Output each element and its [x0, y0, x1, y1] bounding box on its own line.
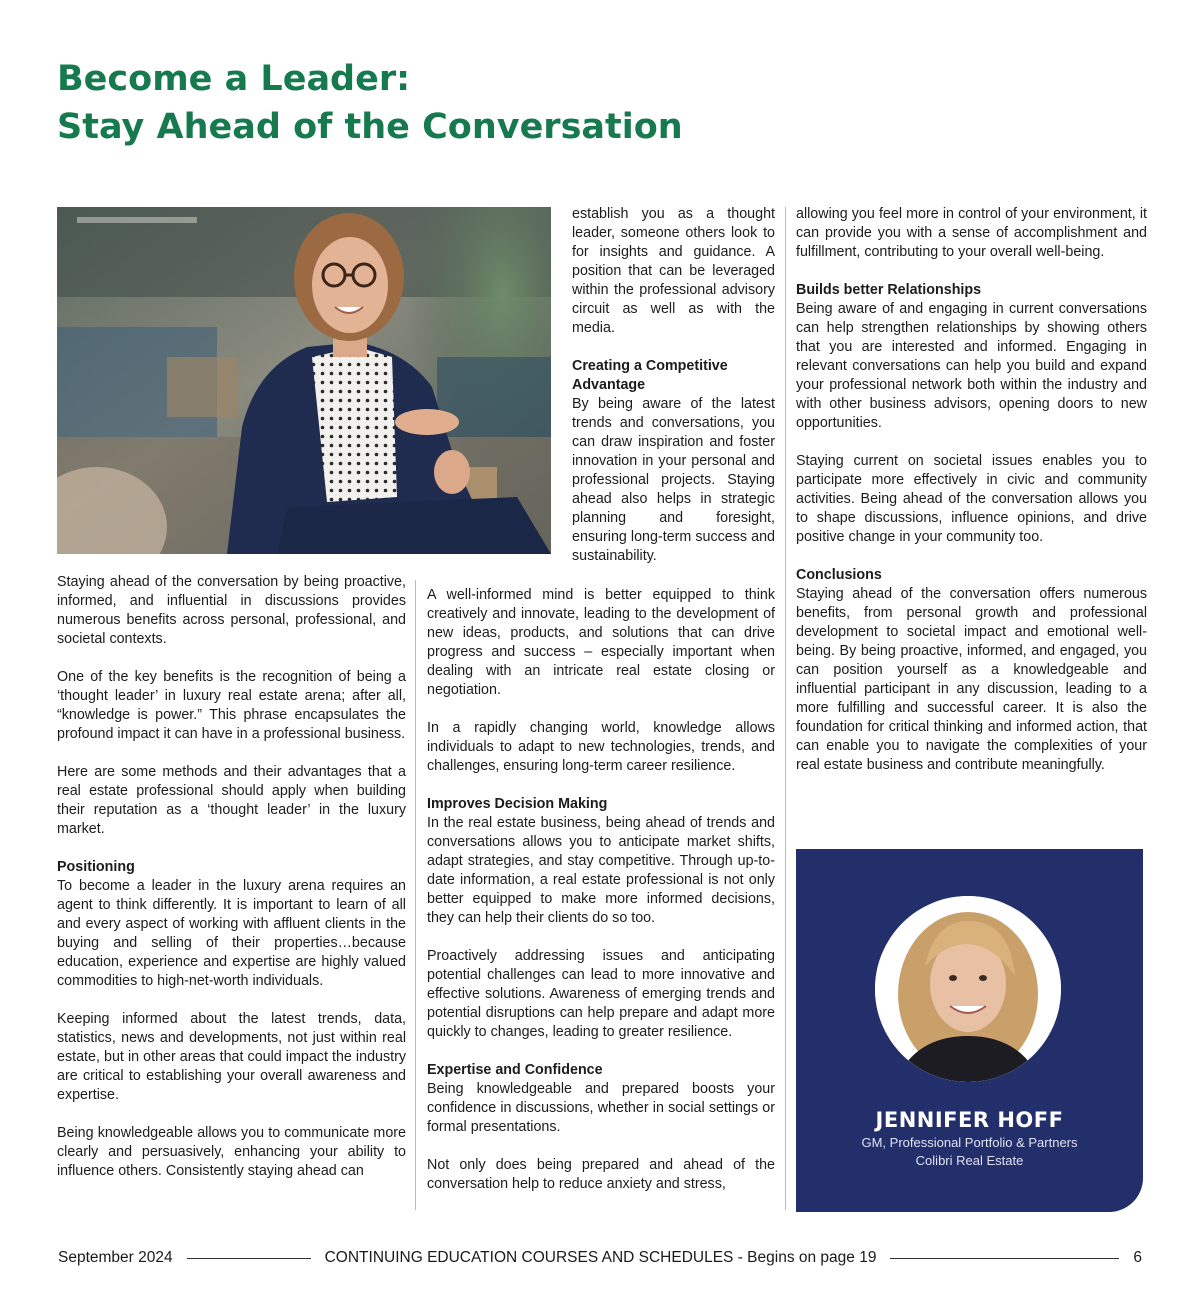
paragraph: Keeping informed about the latest trends, data, statistics, news and developments, not just within real estate, but in other areas that could impact the industry are critical to establishing your overall awareness and expertise. [57, 1011, 406, 1103]
paragraph: Staying ahead of the conversation offers numerous benefits, from personal growth and professional development to societal impact and emotional well-being. By being proactive, informed, and engaged, you can position yourself as a knowledgeable and influential participant in any discussion, leading to a more fulfilling and successful career. It is also the foundation for critical thinking and informed action, that can enable you to navigate the complexities of your real estate business and contribute meaningfully. [796, 586, 1147, 773]
column-middle-top [572, 205, 775, 566]
author-portrait [875, 896, 1061, 1082]
feature-photo [57, 207, 551, 554]
section-heading-positioning: Positioning [57, 859, 135, 875]
section-heading-competitive-advantage: Creating a Competitive Advantage [572, 358, 728, 393]
paragraph: Staying current on societal issues enables you to participate more effectively in civic and community activities. Being ahead of the conversation allows you to shape discussions, influence opinions, and drive positive change in your community too. [796, 453, 1147, 545]
title-line-1: Become a Leader: [57, 59, 411, 99]
paragraph: Staying ahead of the conversation by being proactive, informed, and influential in discussions provides numerous benefits across personal, professional, and societal contexts. [57, 574, 406, 647]
paragraph: establish you as a thought leader, someone others look to for insights and guidance. A position that can be leveraged within the professional advisory circuit as well as with the media. [572, 206, 775, 336]
section-heading-expertise: Expertise and Confidence [427, 1062, 603, 1078]
column-left [57, 573, 406, 1181]
paragraph: A well-informed mind is better equipped to think creatively and innovate, leading to the development of new ideas, products, and solutions that can drive progress and success – especially important when dealing with an intricate real estate closing or negotiation. [427, 587, 775, 698]
paragraph: Being aware of and engaging in current conversations can help strengthen relationships by showing others that you are interested and informed. Engaging in relevant conversations can help you build and expand your professional network both within the industry and with other business advisors, opening doors to new opportunities. [796, 301, 1147, 431]
author-company: Colibri Real Estate [915, 1153, 1024, 1168]
column-divider [785, 207, 786, 1210]
footer-rule [187, 1258, 311, 1259]
paragraph: One of the key benefits is the recognition of being a ‘thought leader’ in luxury real estate arena; after all, “knowledge is power.” This phrase encapsulates the profound impact it can have in a professional business. [57, 669, 406, 742]
footer-rule [890, 1258, 1119, 1259]
author-name: JENNIFER HOFF [875, 1108, 1064, 1132]
page-number: 6 [1133, 1249, 1142, 1266]
section-heading-decision-making: Improves Decision Making [427, 796, 608, 812]
paragraph: Here are some methods and their advantages that a real estate professional should apply when building their reputation as a ‘thought leader’ in the luxury market. [57, 764, 406, 837]
column-divider [415, 580, 416, 1210]
section-heading-conclusions: Conclusions [796, 567, 882, 583]
article-title [57, 55, 683, 151]
paragraph: Being knowledgeable allows you to communicate more clearly and persuasively, enhancing your ability to influence others. Consistently staying ahead can [57, 1125, 406, 1179]
footer-date: September 2024 [58, 1249, 173, 1266]
column-middle [427, 586, 775, 1194]
footer-center-text: CONTINUING EDUCATION COURSES AND SCHEDULES - Begins on page 19 [324, 1249, 877, 1266]
paragraph: In the real estate business, being ahead of trends and conversations allows you to anticipate market shifts, adapt strategies, and stay competitive. Through up-to-date information, a real estate professional is not only better equipped to make more informed decisions, they can help their clients do so too. [427, 815, 775, 926]
author-role: GM, Professional Portfolio & Partners [861, 1135, 1078, 1150]
paragraph: Proactively addressing issues and anticipating potential challenges can lead to more innovative and effective solutions. Awareness of emerging trends and potential disruptions can help prepare and adapt more quickly to changes, leading to greater resilience. [427, 948, 775, 1040]
paragraph: Being knowledgeable and prepared boosts your confidence in discussions, whether in social settings or formal presentations. [427, 1081, 775, 1135]
paragraph: To become a leader in the luxury arena requires an agent to think differently. It is important to learn of all and every aspect of working with affluent clients in the buying and selling of their properties…because education, experience and expertise are highly valued commodities to high-net-worth individuals. [57, 878, 406, 989]
section-heading-relationships: Builds better Relationships [796, 282, 982, 298]
paragraph: By being aware of the latest trends and conversations, you can draw inspiration and foster innovation in your personal and professional projects. Staying ahead also helps in strategic planning and foresight, ensuring long-term success and sustainability. [572, 396, 775, 564]
author-card [796, 849, 1143, 1212]
title-line-2: Stay Ahead of the Conversation [57, 107, 683, 147]
paragraph: Not only does being prepared and ahead of the conversation help to reduce anxiety and stress, [427, 1157, 775, 1192]
page-footer [58, 1246, 1142, 1270]
paragraph: In a rapidly changing world, knowledge allows individuals to adapt to new technologies, trends, and challenges, ensuring long-term career resilience. [427, 720, 775, 774]
column-right [796, 205, 1147, 775]
paragraph: allowing you feel more in control of your environment, it can provide you with a sense of accomplishment and fulfillment, contributing to your overall well-being. [796, 206, 1147, 260]
